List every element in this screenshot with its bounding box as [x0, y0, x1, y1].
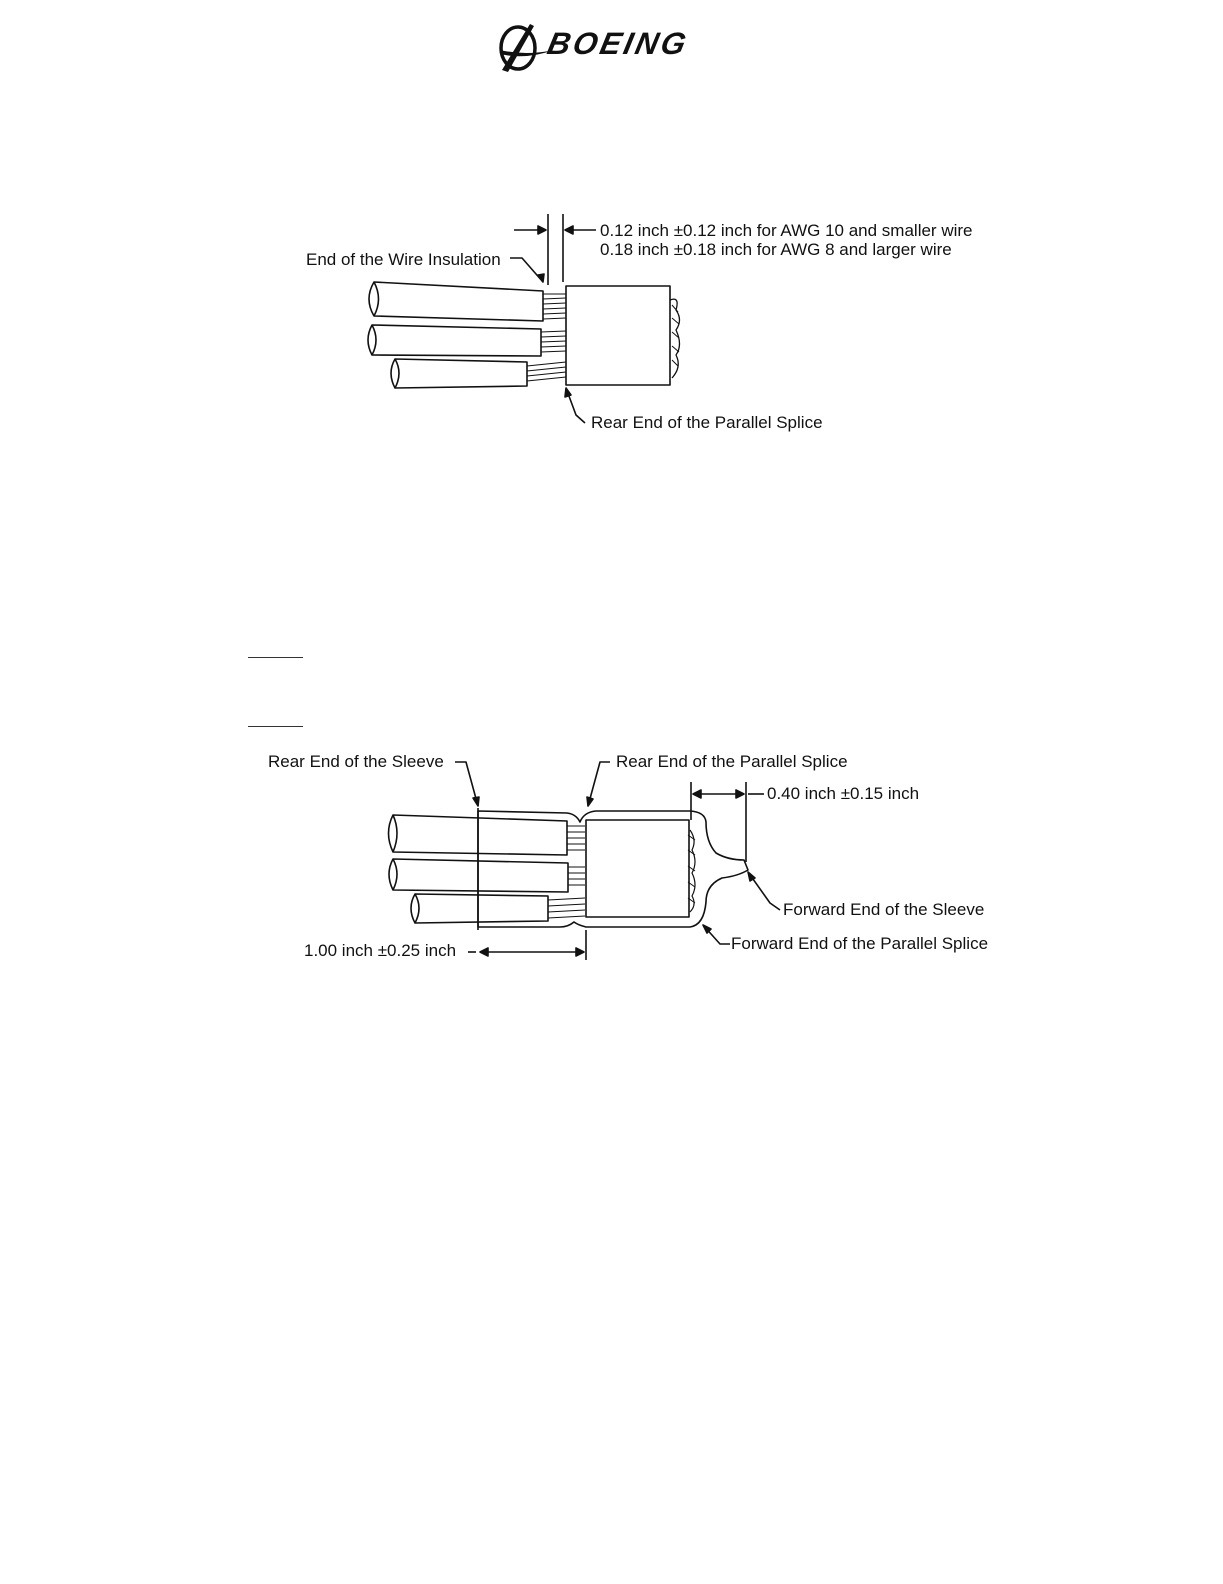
logo-wordmark: BOEING: [544, 26, 693, 61]
label-rear-end-parallel-splice-bottom: Rear End of the Parallel Splice: [616, 752, 848, 771]
separator-rule: [248, 657, 303, 658]
dimension-text-rear: 1.00 inch ±0.25 inch: [304, 941, 457, 960]
dimension-text-forward: 0.40 inch ±0.15 inch: [767, 784, 920, 803]
dimension-text-awg8: 0.18 inch ±0.18 inch for AWG 8 and larger wire: [600, 240, 952, 259]
bottom-figure-drawing: [389, 762, 781, 960]
label-forward-end-of-sleeve: Forward End of the Sleeve: [783, 900, 985, 919]
dimension-text-awg10: 0.12 inch ±0.12 inch for AWG 10 and smaller wire: [600, 221, 973, 240]
label-forward-end-parallel-splice: Forward End of the Parallel Splice: [731, 934, 989, 953]
label-end-of-wire-insulation: End of the Wire Insulation: [306, 250, 501, 269]
label-rear-end-parallel-splice-top: Rear End of the Parallel Splice: [591, 413, 823, 432]
label-rear-end-of-sleeve: Rear End of the Sleeve: [268, 752, 444, 771]
separator-rule: [248, 726, 303, 727]
